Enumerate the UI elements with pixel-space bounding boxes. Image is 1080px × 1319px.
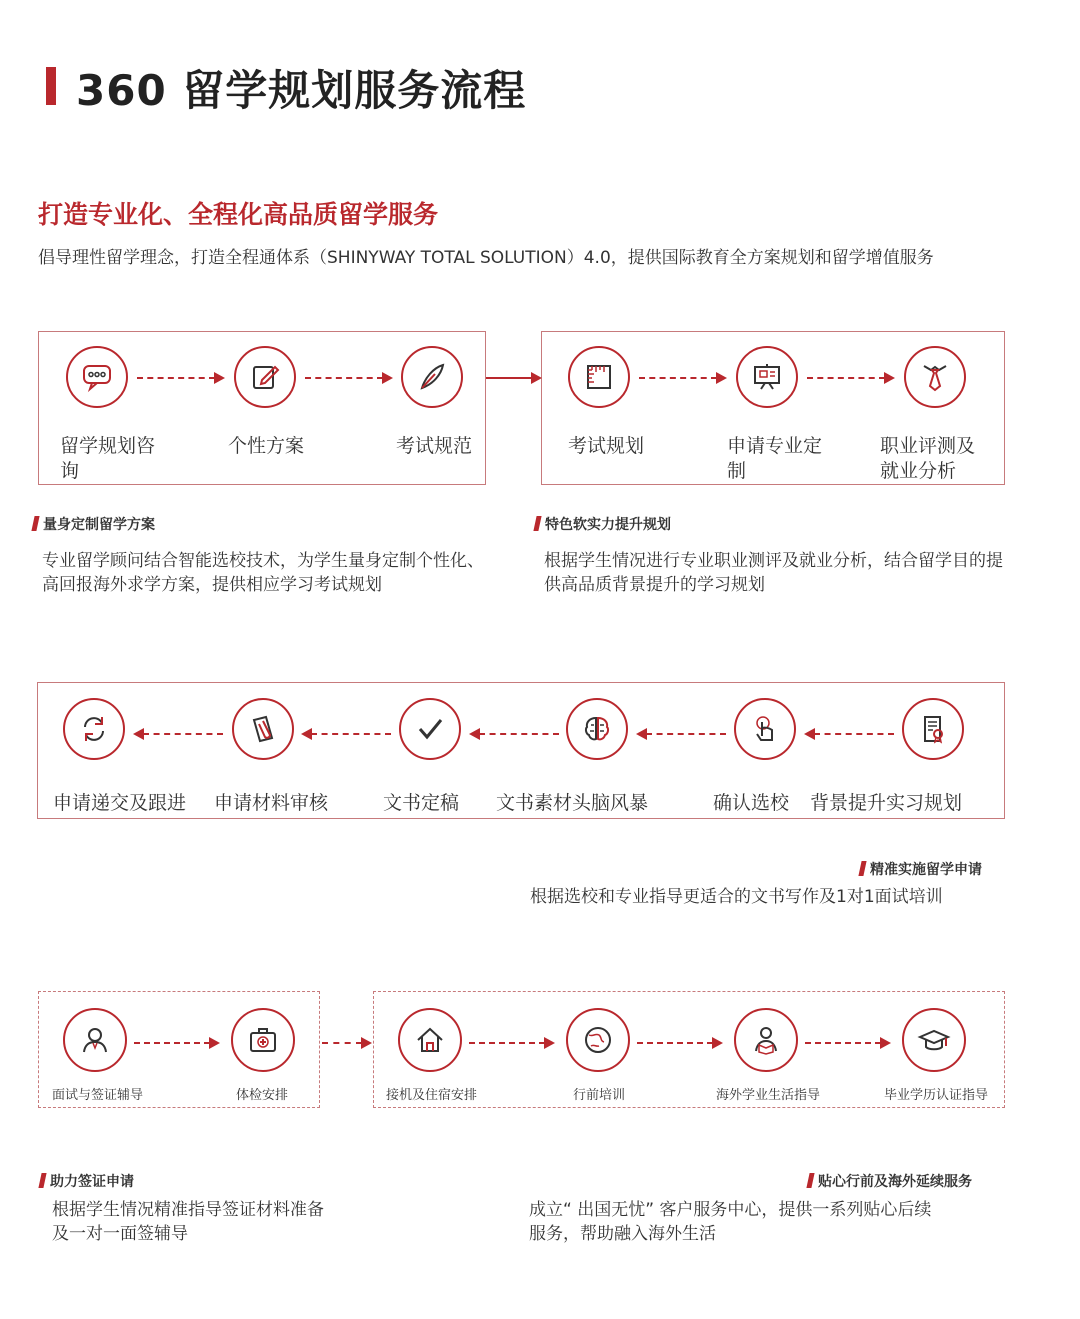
step-label: 文书定稿 bbox=[383, 792, 460, 814]
graduation-cap-icon bbox=[902, 1008, 966, 1072]
flow-arrow bbox=[636, 728, 726, 740]
step-label: 申请递交及跟进 bbox=[53, 792, 187, 814]
feather-pen-icon bbox=[401, 346, 463, 408]
step-label: 确认选校 bbox=[713, 792, 790, 814]
section-heading: 特色软实力提升规划 bbox=[535, 514, 671, 534]
step-label: 考试规范 bbox=[396, 435, 473, 457]
edit-note-icon bbox=[234, 346, 296, 408]
step-label: 申请材料审核 bbox=[214, 792, 329, 814]
section-heading: 精准实施留学申请 bbox=[860, 859, 982, 879]
touch-hand-icon bbox=[734, 698, 796, 760]
step-label: 个性方案 bbox=[228, 435, 305, 457]
certificate-scroll-icon bbox=[902, 698, 964, 760]
step-label: 申请专业定制 bbox=[727, 435, 823, 482]
section-heading: 量身定制留学方案 bbox=[33, 514, 155, 534]
checkmark-icon bbox=[399, 698, 461, 760]
step-label: 体检安排 bbox=[236, 1088, 289, 1103]
chat-bubble-icon bbox=[66, 346, 128, 408]
step-label: 文书素材头脑风暴 bbox=[496, 792, 649, 814]
section-description: 根据学生情况进行专业职业测评及就业分析，结合留学目的提供高品质背景提升的学习规划 bbox=[544, 551, 1003, 595]
connector-arrow bbox=[322, 1037, 372, 1049]
flow-arrow bbox=[134, 1037, 220, 1049]
step-label: 行前培训 bbox=[573, 1088, 626, 1103]
flow-arrow bbox=[807, 372, 895, 384]
step-label: 毕业学历认证指导 bbox=[884, 1088, 989, 1103]
flow-arrow bbox=[305, 372, 393, 384]
connector-arrow bbox=[486, 372, 542, 384]
refresh-cycle-icon bbox=[63, 698, 125, 760]
flow-arrow bbox=[469, 1037, 555, 1049]
intro-text: 倡导理性留学理念，打造全程通体系（SHINYWAY TOTAL SOLUTION）4.0，提供国际教育全方案规划和留学增值服务 bbox=[38, 248, 934, 268]
step-label: 海外学业生活指导 bbox=[716, 1088, 821, 1103]
step-label: 考试规划 bbox=[568, 435, 645, 457]
house-icon bbox=[398, 1008, 462, 1072]
step-label: 背景提升实习规划 bbox=[810, 792, 963, 814]
section-description: 成立“ 出国无忧” 客户服务中心，提供一系列贴心后续 服务，帮助融入海外生活 bbox=[529, 1200, 932, 1244]
brain-icon bbox=[566, 698, 628, 760]
section-heading: 助力签证申请 bbox=[40, 1171, 134, 1191]
flow-arrow bbox=[133, 728, 223, 740]
page-title: 360 留学规划服务流程 bbox=[76, 66, 527, 115]
page-subtitle: 打造专业化、全程化高品质留学服务 bbox=[38, 200, 439, 229]
flow-arrow bbox=[137, 372, 225, 384]
person-icon bbox=[63, 1008, 127, 1072]
flow-arrow bbox=[805, 1037, 891, 1049]
reader-person-icon bbox=[734, 1008, 798, 1072]
flow-arrow bbox=[469, 728, 559, 740]
flow-arrow bbox=[804, 728, 894, 740]
step-label: 面试与签证辅导 bbox=[52, 1088, 144, 1103]
title-accent-bar bbox=[46, 67, 56, 105]
globe-icon bbox=[566, 1008, 630, 1072]
section-heading: 贴心行前及海外延续服务 bbox=[808, 1171, 972, 1191]
medical-kit-icon bbox=[231, 1008, 295, 1072]
step-label: 留学规划咨询 bbox=[60, 435, 156, 482]
presentation-board-icon bbox=[736, 346, 798, 408]
section-description: 根据选校和专业指导更适合的文书写作及1对1面试培训 bbox=[530, 887, 943, 907]
step-label: 职业评测及就业分析 bbox=[880, 435, 976, 482]
paperclip-document-icon bbox=[232, 698, 294, 760]
step-label: 接机及住宿安排 bbox=[386, 1088, 478, 1103]
ruler-square-icon bbox=[568, 346, 630, 408]
flow-arrow bbox=[639, 372, 727, 384]
flow-arrow bbox=[637, 1037, 723, 1049]
section-description: 专业留学顾问结合智能选校技术，为学生量身定制个性化、高回报海外求学方案，提供相应学习考试规划 bbox=[42, 551, 484, 595]
section-description: 根据学生情况精准指导签证材料准备 及一对一面签辅导 bbox=[52, 1200, 324, 1244]
necktie-icon bbox=[904, 346, 966, 408]
flow-arrow bbox=[301, 728, 391, 740]
